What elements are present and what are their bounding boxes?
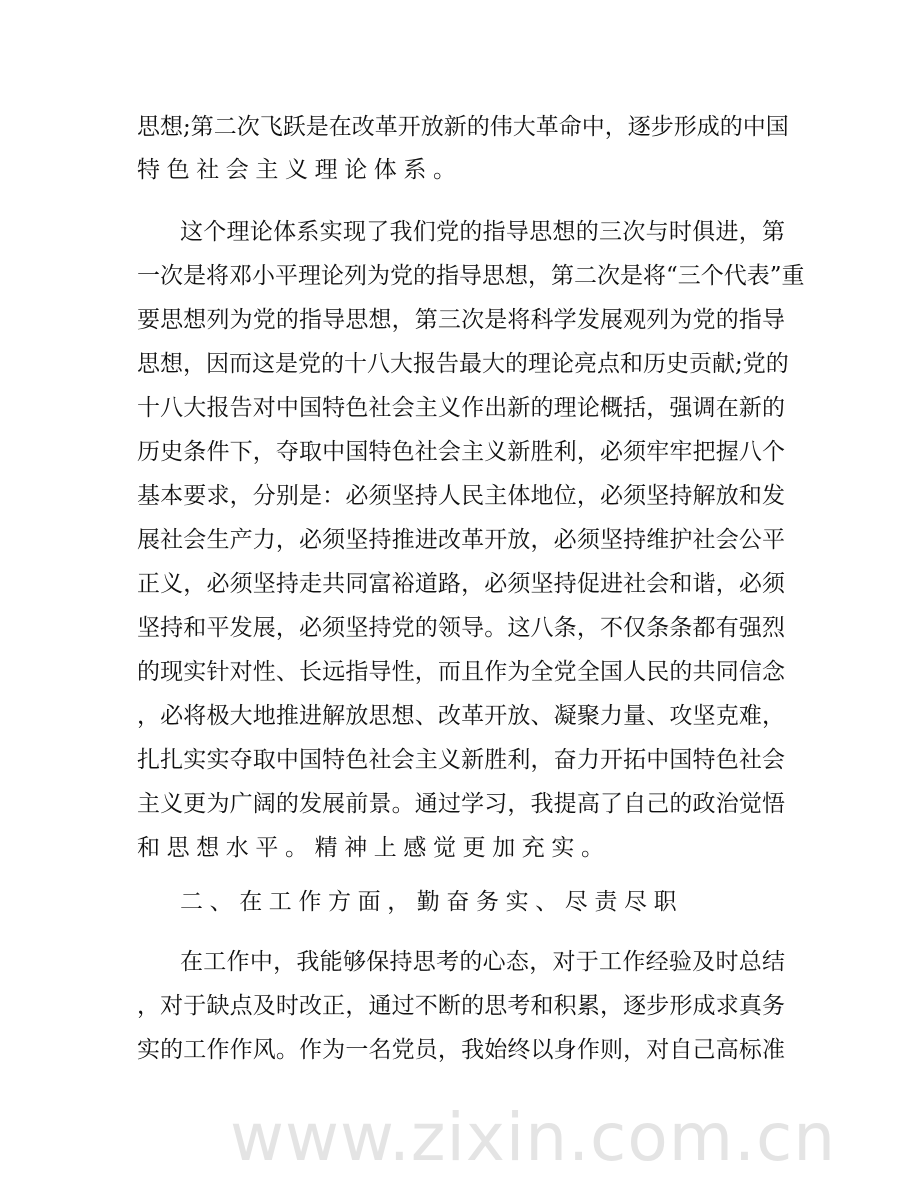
watermark: www.zixin.com.cn [230,1099,837,1176]
paragraph-line: 正义，必须坚持走共同富裕道路，必须坚持促进社会和谐，必须 [137,571,785,597]
paragraph-line: 一次是将邓小平理论列为党的指导思想，第二次是将“三个代表”重 [137,263,805,289]
paragraph-line: 特色社会主义理论体系。 [137,157,463,183]
paragraph-line: 在工作中，我能够保持思考的心态，对于工作经验及时总结 [180,949,785,975]
paragraph-line: 主义更为广阔的发展前景。通过学习，我提高了自己的政治觉悟 [137,791,785,817]
paragraph-line: 思想;第二次飞跃是在改革开放新的伟大革命中，逐步形成的中国 [137,114,789,140]
paragraph-line: 和思想水平。精神上感觉更加充实。 [137,835,611,861]
paragraph-line: ，必将极大地推进解放思想、改革开放、凝聚力量、攻坚克难， [137,703,785,729]
paragraph-line: 实的工作作风。作为一名党员，我始终以身作则，对自己高标准 [137,1037,785,1063]
paragraph-line: 历史条件下，夺取中国特色社会主义新胜利，必须牢牢把握八个 [137,439,785,465]
paragraph-line: 的现实针对性、长远指导性，而且作为全党全国人民的共同信念 [137,659,785,685]
paragraph-line: 扎扎实实夺取中国特色社会主义新胜利，奋力开拓中国特色社会 [137,747,785,773]
paragraph-line: ，对于缺点及时改正，通过不断的思考和积累，逐步形成求真务 [137,993,785,1019]
paragraph-line: 展社会生产力，必须坚持推进改革开放，必须坚持维护社会公平 [137,527,785,553]
paragraph-line: 十八大报告对中国特色社会主义作出新的理论概括，强调在新的 [137,395,785,421]
paragraph-line: 要思想列为党的指导思想，第三次是将科学发展观列为党的指导 [137,307,785,333]
paragraph-line: 坚持和平发展，必须坚持党的领导。这八条，不仅条条都有强烈 [137,615,785,641]
section-heading: 二、在工作方面，勤奋务实、尽责尽职 [180,889,684,915]
paragraph-line: 思想，因而这是党的十八大报告最大的理论亮点和历史贡献;党的 [137,351,789,377]
paragraph-line: 这个理论体系实现了我们党的指导思想的三次与时俱进，第 [180,219,785,245]
paragraph-line: 基本要求，分别是：必须坚持人民主体地位，必须坚持解放和发 [137,483,785,509]
